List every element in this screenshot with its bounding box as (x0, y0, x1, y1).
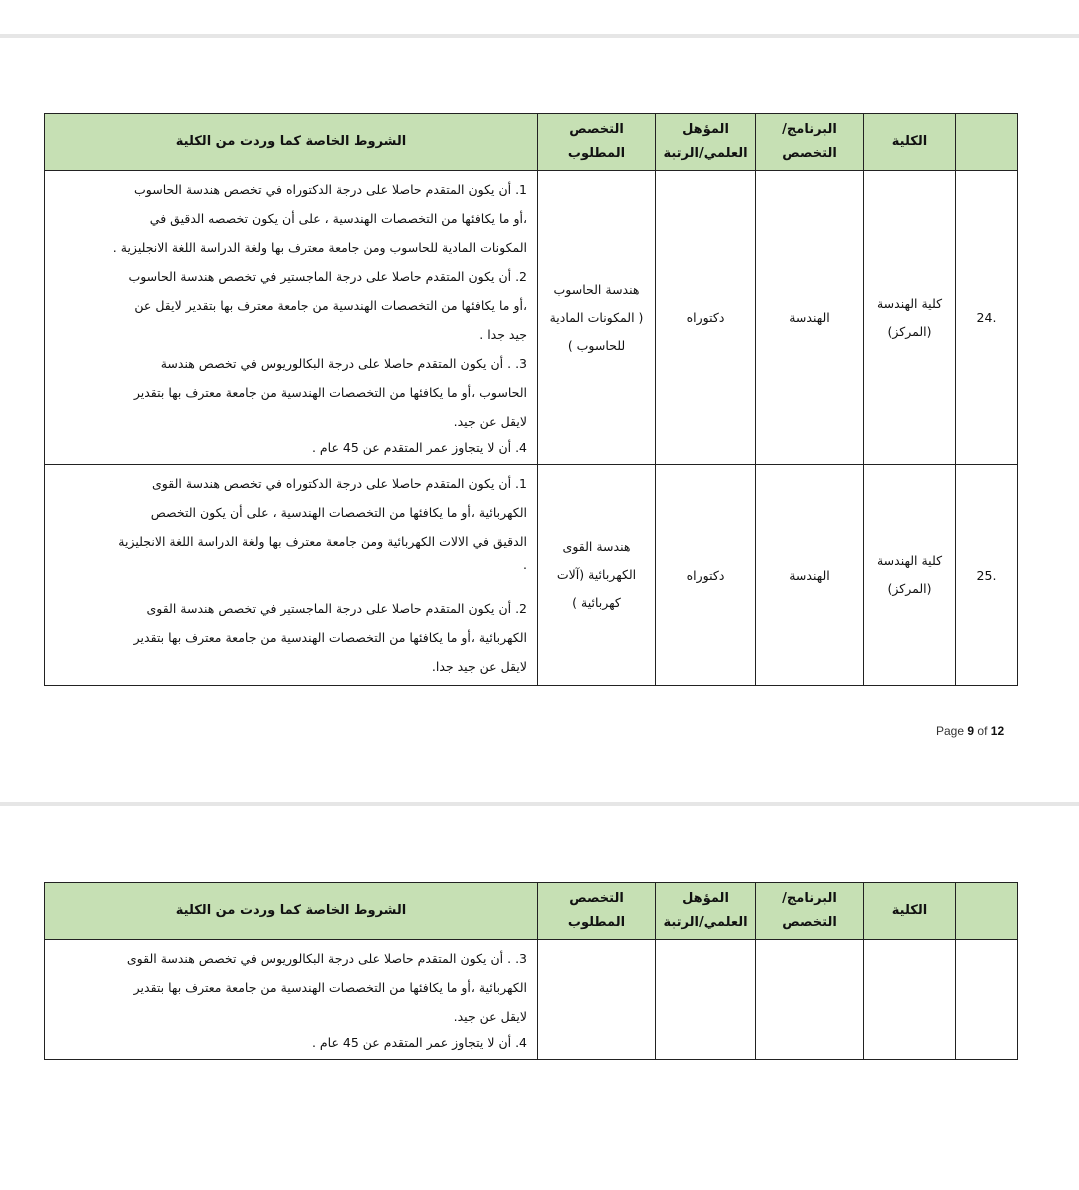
header-num (956, 114, 1018, 171)
page-separator-top (0, 34, 1079, 38)
condition-line: المكونات المادية للحاسوب ومن جامعة معترف بها ولغة الدراسة اللغة الانجليزية . (112, 240, 527, 255)
page-current: 9 (967, 724, 975, 738)
condition-line: 3. . أن يكون المتقدم حاصلا على درجة البكالوريوس في تخصص هندسة (160, 356, 527, 371)
page-separator (0, 802, 1079, 806)
condition-line: لايقل عن جيد. (453, 414, 527, 429)
row-degree: دكتوراه (656, 171, 756, 465)
row-number: .24 (956, 171, 1018, 465)
row-program: الهندسة (756, 465, 864, 686)
row-college: كلية الهندسة (المركز) (864, 171, 956, 465)
row-specialization: هندسة القوى الكهربائية (آلات كهربائية ) (538, 465, 656, 686)
row-number: .25 (956, 465, 1018, 686)
page-of: of (977, 724, 988, 738)
header-degree: المؤهل العلمي/الرتبة (656, 114, 756, 171)
table-header-row (45, 883, 1018, 940)
table-row (45, 940, 1018, 1060)
table-row (45, 171, 1018, 465)
row-specialization: هندسة الحاسوب ( المكونات المادية للحاسوب ) (538, 171, 656, 465)
header-specialization: التخصص المطلوب (538, 883, 656, 940)
row-degree: دكتوراه (656, 465, 756, 686)
header-conditions: الشروط الخاصة كما وردت من الكلية (45, 883, 538, 940)
header-specialization: التخصص المطلوب (538, 114, 656, 171)
row-degree (656, 940, 756, 1060)
row-conditions (45, 171, 538, 465)
condition-line: 3. . أن يكون المتقدم حاصلا على درجة البكالوريوس في تخصص هندسة القوى (126, 951, 527, 966)
condition-line: 1. أن يكون المتقدم حاصلا على درجة الدكتوراه في تخصص هندسة القوى (152, 476, 527, 491)
page-label: Page (936, 724, 965, 738)
header-num (956, 883, 1018, 940)
condition-spacer (55, 574, 527, 594)
row-college: كلية الهندسة (المركز) (864, 465, 956, 686)
condition-line: جيد جدا . (479, 327, 527, 342)
condition-line: ،أو ما يكافئها من التخصصات الهندسية من جامعة معترف بها بتقدير لايقل عن (134, 298, 527, 313)
row-program: الهندسة (756, 171, 864, 465)
header-college: الكلية (864, 883, 956, 940)
row-program (756, 940, 864, 1060)
condition-line: الحاسوب ،أو ما يكافئها من التخصصات الهندسية من جامعة معترف بها بتقدير (133, 385, 527, 400)
row-college (864, 940, 956, 1060)
header-degree: المؤهل العلمي/الرتبة (656, 883, 756, 940)
requirements-table-page-10 (44, 882, 1018, 1060)
table-row (45, 465, 1018, 686)
requirements-table-page-9 (44, 113, 1018, 686)
page-total: 12 (990, 724, 1005, 738)
table-header-row (45, 114, 1018, 171)
condition-line: الكهربائية ،أو ما يكافئها من التخصصات الهندسية ، على أن يكون التخصص (150, 505, 527, 520)
condition-line: 4. أن لا يتجاوز عمر المتقدم عن 45 عام . (311, 1035, 527, 1050)
row-specialization (538, 940, 656, 1060)
condition-line: ،أو ما يكافئها من التخصصات الهندسية ، على أن يكون تخصصه الدقيق في (149, 211, 527, 226)
condition-line: الكهربائية ،أو ما يكافئها من التخصصات الهندسية من جامعة معترف بها بتقدير (133, 980, 527, 995)
row-conditions (45, 465, 538, 686)
condition-line: لايقل عن جيد. (453, 1009, 527, 1024)
page-number (936, 724, 1004, 738)
condition-line: الكهربائية ،أو ما يكافئها من التخصصات الهندسية من جامعة معترف بها بتقدير (133, 630, 527, 645)
condition-line: 4. أن لا يتجاوز عمر المتقدم عن 45 عام . (311, 440, 527, 455)
header-conditions: الشروط الخاصة كما وردت من الكلية (45, 114, 538, 171)
condition-line: 1. أن يكون المتقدم حاصلا على درجة الدكتوراه في تخصص هندسة الحاسوب (134, 182, 527, 197)
header-college: الكلية (864, 114, 956, 171)
row-conditions (45, 940, 538, 1060)
row-number (956, 940, 1018, 1060)
condition-line: 2. أن يكون المتقدم حاصلا على درجة الماجستير في تخصص هندسة القوى (146, 601, 527, 616)
condition-line: 2. أن يكون المتقدم حاصلا على درجة الماجستير في تخصص هندسة الحاسوب (128, 269, 527, 284)
condition-line: . (523, 557, 527, 572)
condition-line: لايقل عن جيد جدا. (431, 659, 527, 674)
header-program: البرنامج/ التخصص (756, 114, 864, 171)
header-program: البرنامج/ التخصص (756, 883, 864, 940)
condition-line: الدقيق في الالات الكهربائية ومن جامعة معترف بها ولغة الدراسة اللغة الانجليزية (118, 534, 527, 549)
